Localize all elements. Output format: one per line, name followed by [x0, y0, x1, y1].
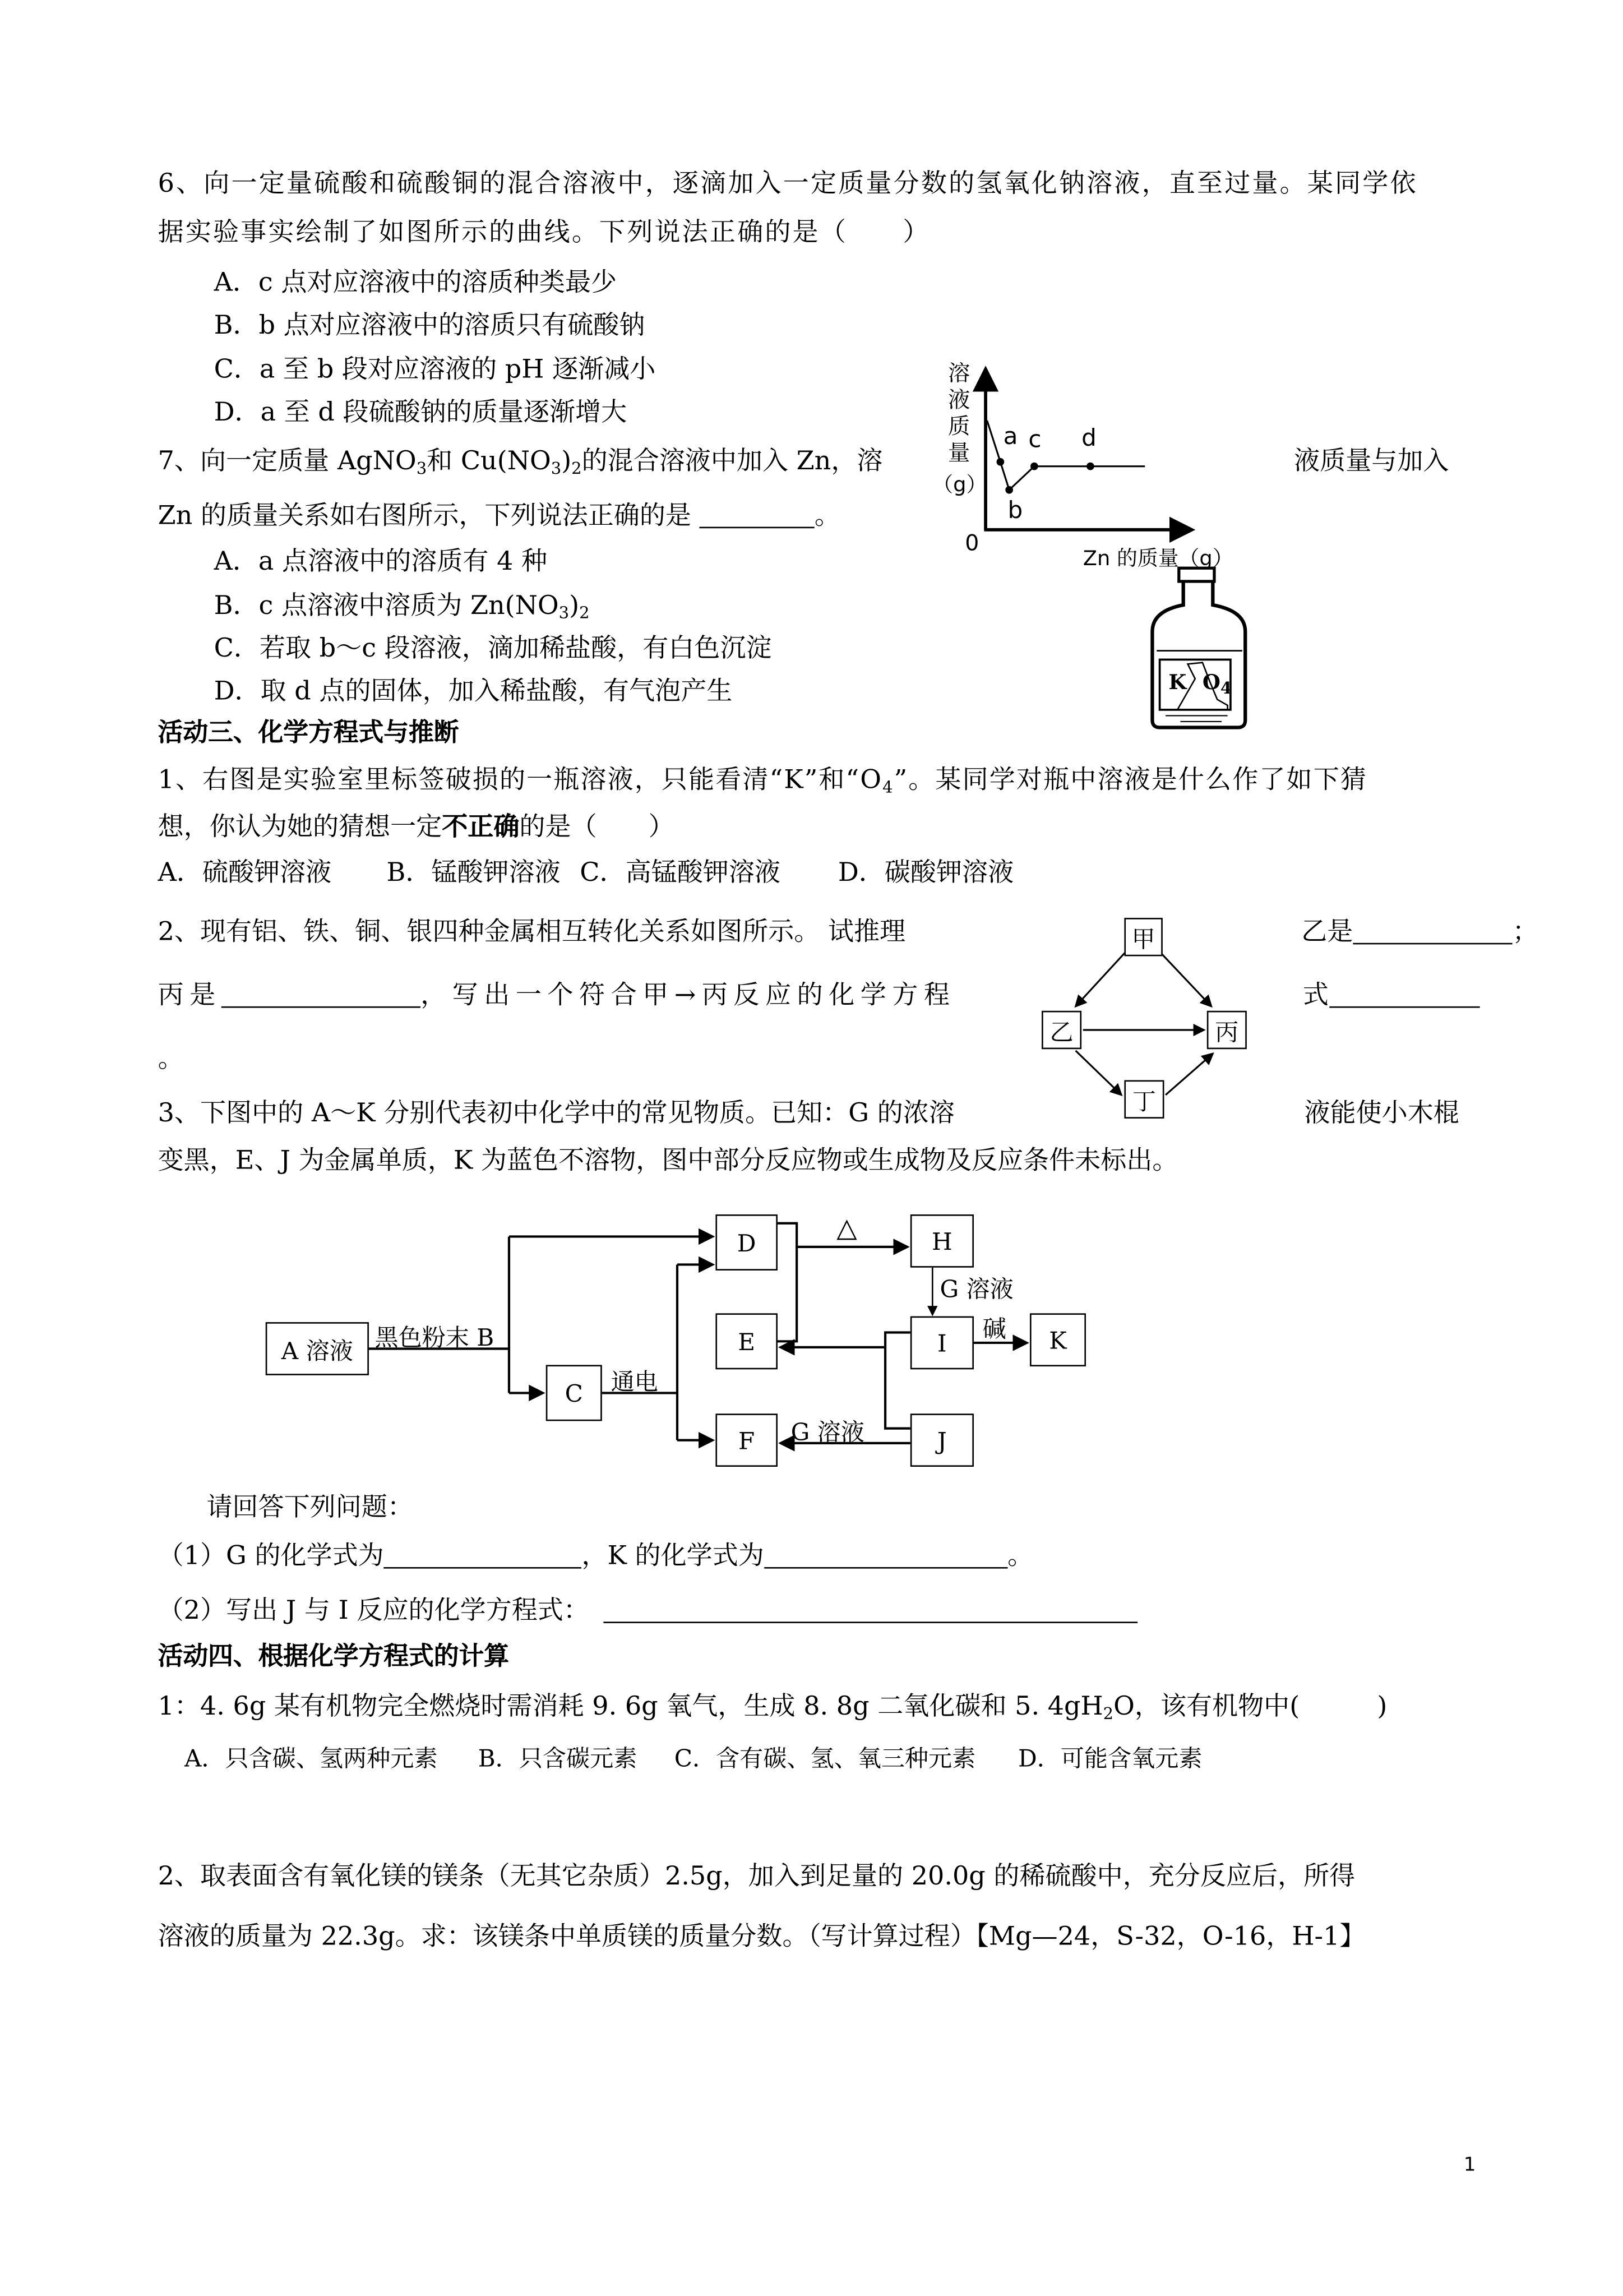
label-heat: △ [836, 1213, 857, 1244]
s4-q1-option-c: C．含有碳、氢、氧三种元素 [674, 1744, 976, 1772]
s3-q2-line1-right [1301, 916, 1538, 949]
q6-stem-line1: 6、向一定量硫酸和硫酸铜的混合溶液中，逐滴加入一定质量分数的氢氧化钠溶液，直至过量。某同学依 [158, 169, 1418, 200]
label-g-solution-2: G 溶液 [790, 1418, 864, 1447]
s3-q1-option-d: D．碳酸钾溶液 [838, 858, 1014, 889]
graph-x-axis-label: Zn 的质量（g） [1083, 547, 1233, 571]
t-bold: 不正确 [442, 813, 520, 843]
flow-node-d: D [715, 1214, 778, 1271]
q7-option-d: D．取 d 点的固体，加入稀盐酸，有气泡产生 [214, 677, 733, 707]
q6-option-b: B．b 点对应溶液中的溶质只有硫酸钠 [214, 311, 645, 341]
t: 1：4. 6g 某有机物完全燃烧时需消耗 9. 6g 氧气，生成 8. 8g 二氧化碳和 5. 4gH [158, 1692, 1103, 1722]
s3-q3-line2: 变黑，E、J 为金属单质，K 为蓝色不溶物，图中部分反应物或生成物及反应条件未标出。 [158, 1146, 1178, 1176]
flow-node-f: F [715, 1413, 778, 1467]
s3-q2-line1: 2、现有铝、铁、铜、银四种金属相互转化关系如图所示。 试推理 [158, 917, 906, 948]
node-yi: 乙 [1042, 1011, 1081, 1049]
t: 式 [1302, 981, 1329, 1011]
point-b [1005, 486, 1013, 494]
point-b-label: b [1007, 496, 1023, 524]
s3-q2-line3: 。 [158, 1045, 184, 1074]
flow-node-j: J [910, 1413, 974, 1467]
q6-option-d: D．a 至 d 段硫酸钠的质量逐渐增大 [214, 398, 627, 428]
node-ding: 丁 [1124, 1080, 1164, 1118]
t: B．c 点溶液中溶质为 Zn(NO [214, 592, 559, 621]
point-c [1030, 463, 1038, 470]
t: 想，你认为她的猜想一定 [158, 813, 442, 843]
bottle-label-k: K [1168, 671, 1187, 695]
s3-q1-option-c: C．高锰酸钾溶液 [580, 858, 780, 889]
label-black-powder-b: 黑色粉末 B [374, 1323, 494, 1352]
s3-q1-option-b: B．锰酸钾溶液 [386, 858, 561, 889]
s3-q2-line2-right [1303, 980, 1479, 1013]
page-number: 1 [1463, 2154, 1476, 2177]
q7-option-c: C．若取 b～c 段溶液，滴加稀盐酸，有白色沉淀 [214, 634, 772, 664]
sub: 3 [558, 603, 570, 623]
bottle-label-o4 [1202, 671, 1232, 698]
t: 丙是 [158, 981, 221, 1011]
s4-q1-option-a: A．只含碳、氢两种元素 [184, 1744, 438, 1772]
label-g-solution-1: G 溶液 [940, 1274, 1014, 1303]
t: ，K 的化学式为 [581, 1542, 764, 1572]
section3-heading: 活动三、化学方程式与推断 [158, 718, 459, 749]
t: 7、向一定质量 AgNO [158, 447, 417, 477]
sub: 3 [551, 459, 562, 478]
flow-node-i: I [910, 1316, 974, 1370]
point-d-label: d [1081, 423, 1097, 452]
section4-heading: 活动四、根据化学方程式的计算 [158, 1642, 509, 1672]
t: （1）G 的化学式为 [158, 1542, 384, 1572]
sub: 2 [571, 459, 582, 478]
q7-stem-line1-right: 液质量与加入 [1294, 447, 1449, 477]
s3-q1-line2 [158, 811, 674, 844]
s4-q2-line1: 2、取表面含有氧化镁的镁条（无其它杂质）2.5g，加入到足量的 20.0g 的稀硫酸中，充分反应后，所得 [158, 1862, 1356, 1892]
flow-node-k: K [1030, 1313, 1086, 1366]
t: （2）写出 J 与 I 反应的化学方程式： [158, 1596, 589, 1627]
g-formula-blank[interactable] [384, 1541, 582, 1569]
q7-option-a: A．a 点溶液中的溶质有 4 种 [214, 547, 548, 578]
t: ) [561, 447, 572, 477]
s3-q2-line2 [158, 980, 956, 1013]
equation-blank[interactable] [604, 1595, 1138, 1623]
t: 的混合溶液中加入 Zn，溶 [581, 447, 883, 477]
s3-q1-option-a: A．硫酸钾溶液 [158, 858, 332, 889]
t: 乙是 [1301, 917, 1353, 948]
sub-question-1 [158, 1541, 1034, 1573]
t: 的是（ ） [519, 813, 674, 843]
flow-node-a: A 溶液 [266, 1322, 369, 1375]
label-base: 碱 [982, 1314, 1006, 1343]
flow-node-h: H [910, 1214, 974, 1268]
graph-y-axis-unit: （g） [932, 473, 987, 497]
t: 1、右图是实验室里标签破损的一瓶溶液，只能看清“K”和“O [158, 765, 883, 796]
point-d [1086, 463, 1094, 470]
point-a-label: a [1003, 422, 1018, 450]
sub: 2 [1103, 1704, 1114, 1724]
s4-q1-option-b: B．只含碳元素 [478, 1744, 637, 1772]
t: 和 Cu(NO [427, 447, 551, 477]
sub-question-2 [158, 1595, 1138, 1628]
sub: 4 [882, 777, 894, 797]
node-jia: 甲 [1124, 918, 1162, 956]
broken-label-bottle [1152, 568, 1245, 727]
k-formula-blank[interactable] [764, 1541, 1007, 1569]
t: ) [569, 592, 580, 621]
q6-stem-line2: 据实验事实绘制了如图所示的曲线。下列说法正确的是（ ） [158, 218, 931, 248]
bing-answer-blank[interactable] [221, 980, 420, 1008]
s3-q3-line1: 3、下图中的 A～K 分别代表初中化学中的常见物质。已知：G 的浓溶 [158, 1099, 955, 1129]
t: 。 [1007, 1542, 1034, 1572]
flow-node-e: E [715, 1313, 778, 1369]
flow-node-c: C [546, 1365, 602, 1421]
q6-option-c: C．a 至 b 段对应溶液的 pH 逐渐减小 [214, 355, 656, 385]
answer-prompt: 请回答下列问题： [206, 1493, 413, 1523]
s4-q1-stem [158, 1691, 1388, 1724]
label-electrolysis: 通电 [611, 1368, 658, 1396]
equation-answer-blank[interactable] [1329, 980, 1479, 1008]
s4-q1-option-d: D．可能含氧元素 [1018, 1744, 1203, 1772]
point-c-label: c [1028, 424, 1042, 453]
metal-conversion-arrows [1076, 952, 1213, 1095]
q6-option-a: A．c 点对应溶液中的溶质种类最少 [214, 268, 617, 298]
graph-y-axis-label: 溶液质量 [947, 360, 970, 466]
point-a [997, 458, 1005, 466]
yi-answer-blank[interactable] [1353, 916, 1512, 944]
t: ”。某同学对瓶中溶液是什么作了如下猜 [894, 765, 1368, 796]
t: 。 [814, 501, 840, 532]
t: ； [1512, 917, 1538, 948]
t: ，写出一个符合甲→丙反应的化学方程 [420, 981, 956, 1011]
t: O，该有机物中( ) [1113, 1692, 1388, 1722]
sub: 2 [579, 603, 590, 623]
sub: 4 [1220, 678, 1232, 698]
s3-q3-line1-right: 液能使小木棍 [1304, 1099, 1459, 1129]
s4-q2-line2: 溶液的质量为 22.3g。求：该镁条中单质镁的质量分数。（写计算过程）【Mg—24，S-32，O-16，H-1】 [158, 1923, 1366, 1952]
graph-origin-label: 0 [965, 529, 979, 557]
s3-q1-line1 [158, 764, 1367, 797]
node-bing: 丙 [1207, 1011, 1247, 1049]
t: O [1202, 671, 1221, 695]
sub: 3 [416, 459, 427, 478]
t: Zn 的质量关系如右图所示，下列说法正确的是 [158, 501, 700, 532]
